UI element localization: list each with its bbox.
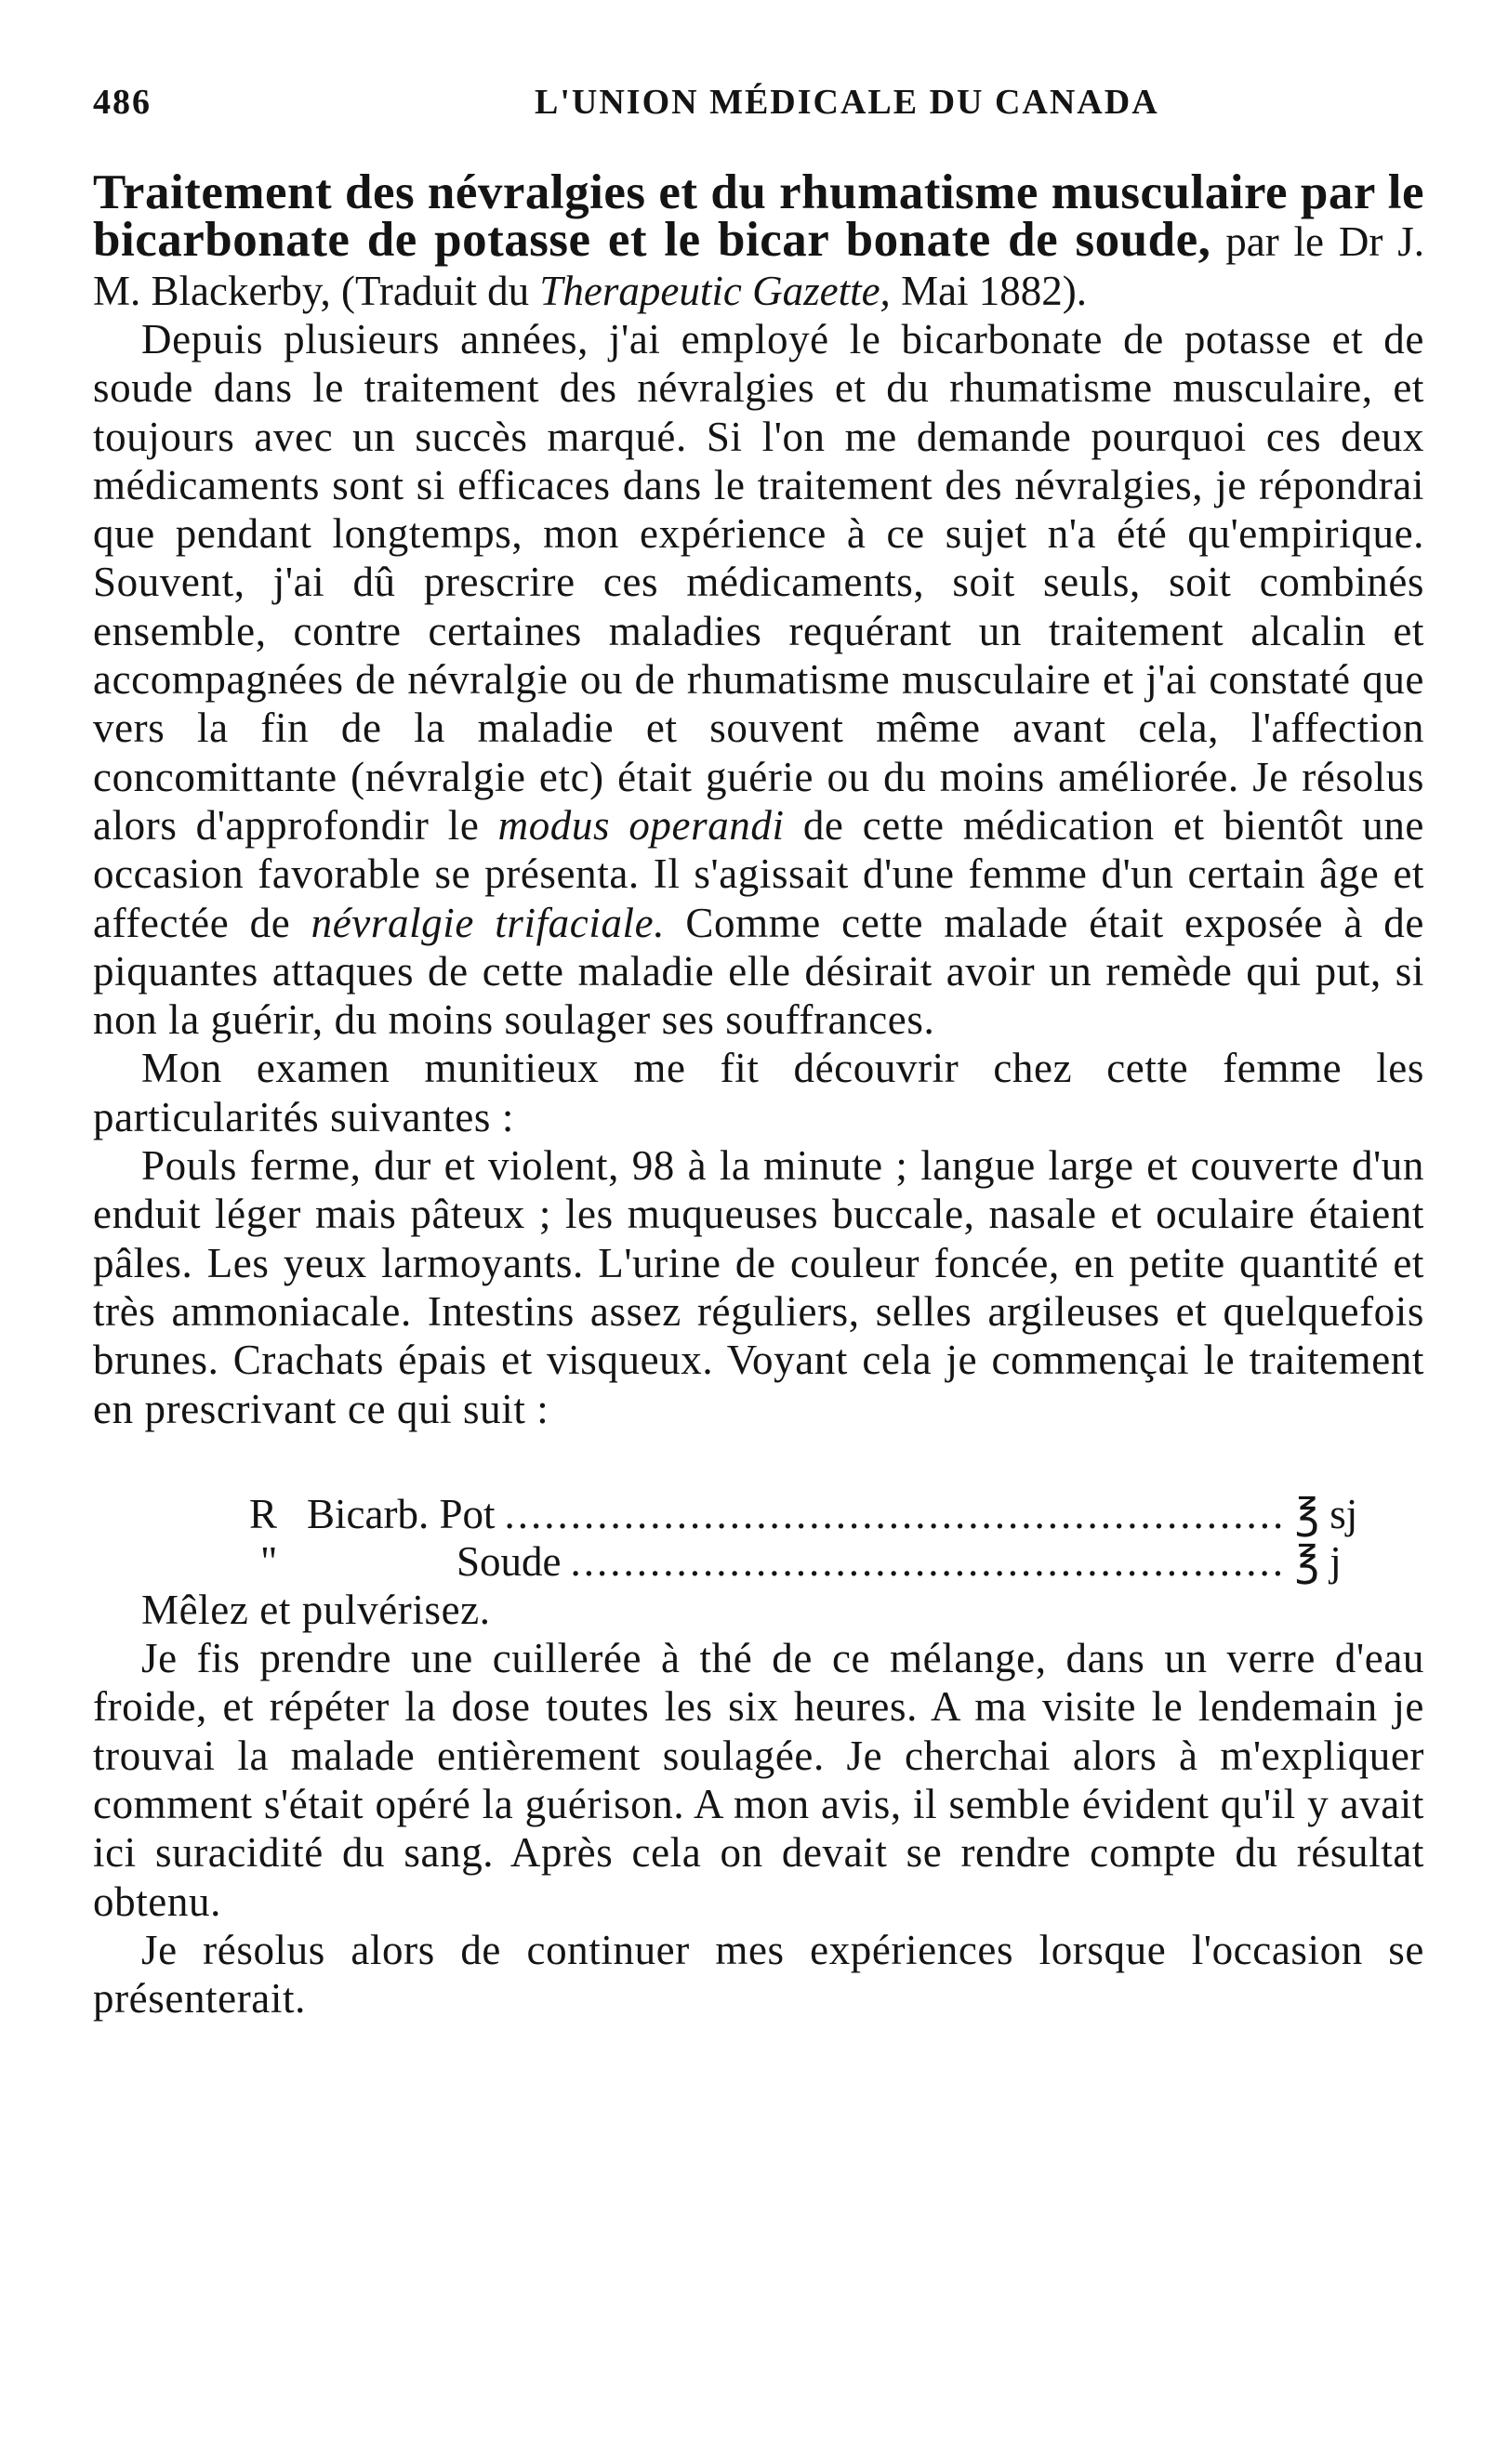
modus-operandi-term: modus operandi bbox=[497, 801, 785, 849]
prescription-line-1 bbox=[249, 1491, 1383, 1538]
article-body bbox=[93, 165, 1425, 2023]
nevralgie-trifaciale-term: névralgie trifaciale. bbox=[311, 899, 666, 946]
paragraph-1-middle: de cette médication et bientôt une occasion favorable se présenta. Il s'agissait d'une femme d'un certain âge et affectée de bbox=[93, 801, 1424, 946]
article-heading bbox=[93, 165, 1425, 315]
recipe-symbol: R bbox=[249, 1490, 278, 1537]
prescription-item-name: Soude bbox=[456, 1537, 562, 1585]
journal-title: L'UNION MÉDICALE DU CANADA bbox=[535, 83, 1159, 122]
paragraph-2: Mon examen munitieux me fit découvrir chez cette femme les particularités suivantes : bbox=[93, 1045, 1424, 1140]
prescription bbox=[249, 1491, 1383, 1586]
byline: par le Dr J. M. Blackerby, (Traduit du bbox=[93, 218, 1425, 314]
page-number: 486 bbox=[93, 83, 152, 122]
paragraph-5: Je fis prendre une cuillerée à thé de ce mélange, dans un verre d'eau froide, et répéter la dose toutes les six heures. A ma visite le lendemain je trouvai la malade entièrement soulagée. Je cherchai alors à m'expliquer comment s'était opéré la guérison. A mon avis, il semble évident qu'il y avait ici suracidité du sang. Après cela on devait se rendre compte du résultat obtenu. bbox=[93, 1635, 1424, 1925]
paragraph-4: Mêlez et pulvérisez. bbox=[141, 1586, 491, 1633]
ditto-mark: " bbox=[260, 1537, 278, 1585]
prescription-item-name: Bicarb. Pot bbox=[307, 1490, 496, 1537]
article-title: Traitement des névralgies et du rhumatisme musculaire par le bicarbonate de potasse et le bicar bonate de soude, bbox=[93, 165, 1424, 267]
prescription-line-2 bbox=[249, 1538, 1383, 1586]
leader-dots bbox=[571, 1538, 1287, 1586]
source-journal: Therapeutic Gazette, bbox=[539, 268, 891, 314]
paragraph-1-end: Comme cette malade était exposée à de piquantes attaques de cette maladie elle désirait avoir un remède qui put, si non la guérir, du moins soulager ses souffrances. bbox=[93, 899, 1424, 1044]
paragraph-1 bbox=[93, 315, 1424, 1044]
paragraph-6: Je résolus alors de continuer mes expériences lorsque l'occasion se présenterait. bbox=[93, 1926, 1424, 2023]
paragraph-3: Pouls ferme, dur et violent, 98 à la minute ; langue large et couverte d'un enduit léger mais pâteux ; les muqueuses buccale, nasale et oculaire étaient pâles. Les yeux larmoyants. L'urine de couleur foncée, en petite quantité et très ammoniacale. Intestins assez réguliers, selles argileuses et quelquefois brunes. Crachats épais et visqueux. Voyant cela je commençai le traitement en prescrivant ce qui suit : bbox=[93, 1142, 1424, 1432]
prescription-item-quantity: ℥ j bbox=[1295, 1537, 1342, 1585]
leader-dots bbox=[504, 1491, 1286, 1538]
source-date: Mai 1882). bbox=[890, 268, 1088, 314]
prescription-item-quantity: ℥ sj bbox=[1295, 1490, 1358, 1537]
paragraph-1-start: Depuis plusieurs années, j'ai employé le bicarbonate de potasse et de soude dans le traitement des névralgies et du rhumatisme musculaire, et toujours avec un succès marqué. Si l'on me demande pourquoi ces deux médicaments sont si efficaces dans le traitement des névralgies, je répondrai que pendant longtemps, mon expérience à ce sujet n'a été qu'empirique. Souvent, j'ai dû prescrire ces médicaments, soit seuls, soit combinés ensemble, contre certaines maladies requérant un traitement alcalin et accompagnées de névralgie ou de rhumatisme musculaire et j'ai constaté que vers la fin de la maladie et souvent même avant cela, l'affection concomittante (névralgie etc) était guérie ou du moins améliorée. Je résolus alors d'approfondir le bbox=[93, 316, 1424, 849]
running-header bbox=[93, 82, 1407, 138]
